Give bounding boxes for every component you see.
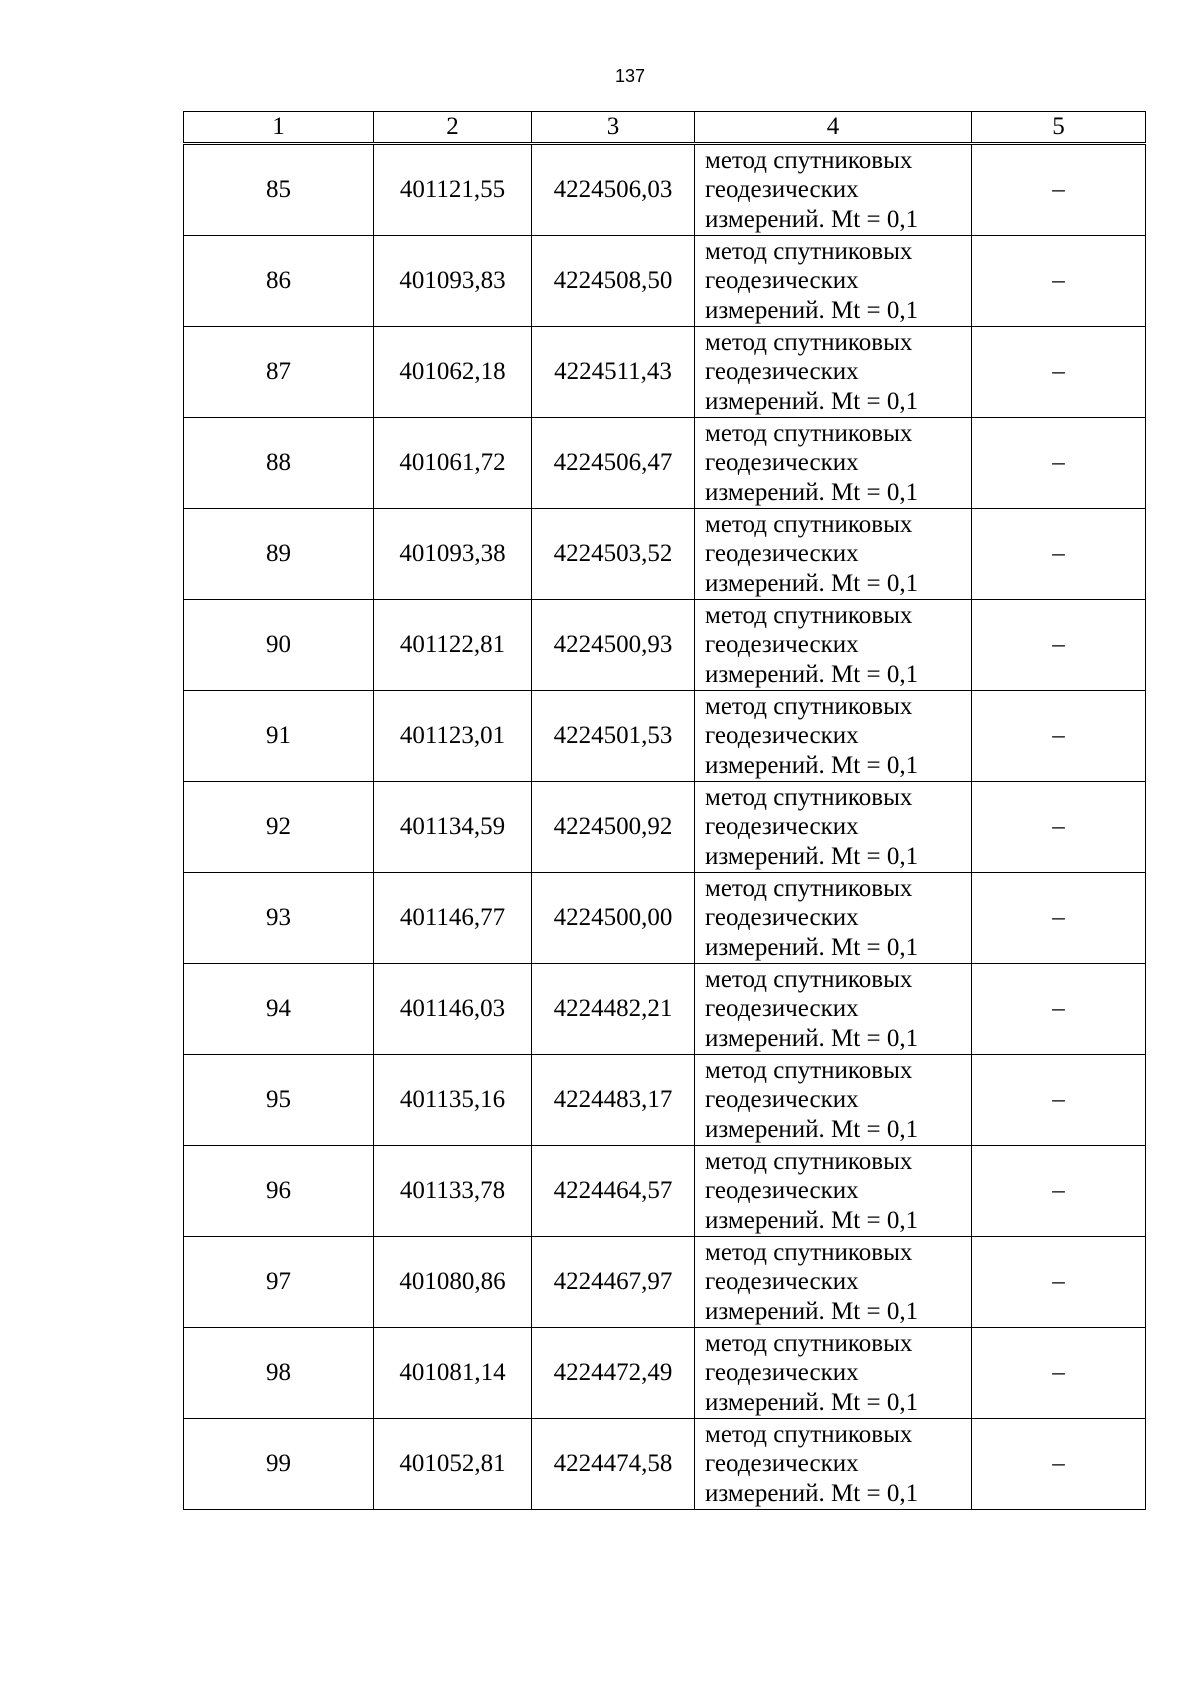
method-line: геодезических	[705, 1268, 859, 1296]
method-line: метод спутниковых	[705, 601, 913, 629]
method-line: измерений. Mt = 0,1	[705, 569, 919, 597]
note-cell: –	[972, 1237, 1146, 1328]
table-row	[184, 1237, 1146, 1328]
method-cell	[695, 782, 972, 873]
note-cell: –	[972, 691, 1146, 782]
method-cell	[695, 873, 972, 964]
x-coordinate-cell: 401093,83	[374, 236, 532, 327]
note-cell: –	[972, 1419, 1146, 1510]
y-coordinate-cell: 4224511,43	[532, 327, 695, 418]
method-line: измерений. Mt = 0,1	[705, 1297, 919, 1325]
method-line: измерений. Mt = 0,1	[705, 751, 919, 779]
method-line: метод спутниковых	[705, 419, 913, 447]
x-coordinate-cell: 401146,77	[374, 873, 532, 964]
method-line: измерений. Mt = 0,1	[705, 296, 919, 324]
method-line: геодезических	[705, 449, 859, 477]
y-coordinate-cell: 4224500,92	[532, 782, 695, 873]
method-line: метод спутниковых	[705, 510, 913, 538]
method-line: метод спутниковых	[705, 146, 913, 174]
table-row	[184, 509, 1146, 600]
method-line: измерений. Mt = 0,1	[705, 1479, 919, 1507]
point-number-cell: 98	[184, 1328, 374, 1419]
note-cell: –	[972, 236, 1146, 327]
method-line: геодезических	[705, 1177, 859, 1205]
table-row	[184, 418, 1146, 509]
x-coordinate-cell: 401061,72	[374, 418, 532, 509]
method-line: геодезических	[705, 722, 859, 750]
y-coordinate-cell: 4224503,52	[532, 509, 695, 600]
y-coordinate-cell: 4224467,97	[532, 1237, 695, 1328]
table-row	[184, 1419, 1146, 1510]
point-number-cell: 94	[184, 964, 374, 1055]
method-line: измерений. Mt = 0,1	[705, 205, 919, 233]
table-row	[184, 144, 1146, 236]
note-cell: –	[972, 509, 1146, 600]
x-coordinate-cell: 401134,59	[374, 782, 532, 873]
coordinates-table-container	[183, 111, 1145, 1510]
header-cell-1: 1	[184, 112, 374, 144]
y-coordinate-cell: 4224500,00	[532, 873, 695, 964]
table-row	[184, 873, 1146, 964]
table-row	[184, 964, 1146, 1055]
note-cell: –	[972, 600, 1146, 691]
y-coordinate-cell: 4224506,47	[532, 418, 695, 509]
method-cell	[695, 1055, 972, 1146]
header-cell-3: 3	[532, 112, 695, 144]
method-line: измерений. Mt = 0,1	[705, 387, 919, 415]
method-line: геодезических	[705, 1359, 859, 1387]
y-coordinate-cell: 4224482,21	[532, 964, 695, 1055]
table-row	[184, 1055, 1146, 1146]
table-row	[184, 236, 1146, 327]
method-line: измерений. Mt = 0,1	[705, 1206, 919, 1234]
y-coordinate-cell: 4224506,03	[532, 144, 695, 236]
method-cell	[695, 691, 972, 782]
header-cell-2: 2	[374, 112, 532, 144]
method-cell	[695, 509, 972, 600]
x-coordinate-cell: 401062,18	[374, 327, 532, 418]
note-cell: –	[972, 873, 1146, 964]
method-cell	[695, 600, 972, 691]
table-header	[184, 112, 1146, 144]
note-cell: –	[972, 418, 1146, 509]
method-cell	[695, 1237, 972, 1328]
method-line: метод спутниковых	[705, 692, 913, 720]
x-coordinate-cell: 401093,38	[374, 509, 532, 600]
method-line: геодезических	[705, 995, 859, 1023]
y-coordinate-cell: 4224501,53	[532, 691, 695, 782]
y-coordinate-cell: 4224508,50	[532, 236, 695, 327]
x-coordinate-cell: 401123,01	[374, 691, 532, 782]
point-number-cell: 93	[184, 873, 374, 964]
table-body	[184, 144, 1146, 1510]
point-number-cell: 95	[184, 1055, 374, 1146]
method-line: геодезических	[705, 904, 859, 932]
method-line: измерений. Mt = 0,1	[705, 478, 919, 506]
table-row	[184, 600, 1146, 691]
point-number-cell: 99	[184, 1419, 374, 1510]
method-cell	[695, 144, 972, 236]
method-line: метод спутниковых	[705, 237, 913, 265]
point-number-cell: 97	[184, 1237, 374, 1328]
method-line: измерений. Mt = 0,1	[705, 1024, 919, 1052]
y-coordinate-cell: 4224472,49	[532, 1328, 695, 1419]
point-number-cell: 90	[184, 600, 374, 691]
y-coordinate-cell: 4224483,17	[532, 1055, 695, 1146]
page-number: 137	[614, 66, 646, 86]
method-line: метод спутниковых	[705, 1420, 913, 1448]
point-number-cell: 92	[184, 782, 374, 873]
point-number-cell: 96	[184, 1146, 374, 1237]
method-cell	[695, 1328, 972, 1419]
x-coordinate-cell: 401146,03	[374, 964, 532, 1055]
header-row	[184, 112, 1146, 144]
method-line: измерений. Mt = 0,1	[705, 1115, 919, 1143]
y-coordinate-cell: 4224474,58	[532, 1419, 695, 1510]
method-cell	[695, 327, 972, 418]
method-line: метод спутниковых	[705, 1056, 913, 1084]
coordinates-table	[183, 111, 1146, 1510]
method-line: геодезических	[705, 176, 859, 204]
x-coordinate-cell: 401121,55	[374, 144, 532, 236]
method-line: геодезических	[705, 813, 859, 841]
point-number-cell: 86	[184, 236, 374, 327]
table-row	[184, 1146, 1146, 1237]
method-line: геодезических	[705, 540, 859, 568]
note-cell: –	[972, 782, 1146, 873]
method-line: метод спутниковых	[705, 965, 913, 993]
method-line: измерений. Mt = 0,1	[705, 660, 919, 688]
header-cell-4: 4	[695, 112, 972, 144]
method-line: геодезических	[705, 1450, 859, 1478]
method-line: геодезических	[705, 358, 859, 386]
method-cell	[695, 1146, 972, 1237]
point-number-cell: 91	[184, 691, 374, 782]
x-coordinate-cell: 401122,81	[374, 600, 532, 691]
note-cell: –	[972, 327, 1146, 418]
x-coordinate-cell: 401081,14	[374, 1328, 532, 1419]
x-coordinate-cell: 401135,16	[374, 1055, 532, 1146]
point-number-cell: 87	[184, 327, 374, 418]
x-coordinate-cell: 401133,78	[374, 1146, 532, 1237]
x-coordinate-cell: 401080,86	[374, 1237, 532, 1328]
y-coordinate-cell: 4224464,57	[532, 1146, 695, 1237]
table-row	[184, 782, 1146, 873]
y-coordinate-cell: 4224500,93	[532, 600, 695, 691]
table-row	[184, 1328, 1146, 1419]
method-cell	[695, 964, 972, 1055]
method-line: геодезических	[705, 1086, 859, 1114]
note-cell: –	[972, 1146, 1146, 1237]
method-cell	[695, 1419, 972, 1510]
method-cell	[695, 236, 972, 327]
method-line: метод спутниковых	[705, 1238, 913, 1266]
method-line: метод спутниковых	[705, 1147, 913, 1175]
point-number-cell: 89	[184, 509, 374, 600]
method-cell	[695, 418, 972, 509]
point-number-cell: 88	[184, 418, 374, 509]
method-line: метод спутниковых	[705, 783, 913, 811]
method-line: измерений. Mt = 0,1	[705, 842, 919, 870]
method-line: измерений. Mt = 0,1	[705, 1388, 919, 1416]
header-cell-5: 5	[972, 112, 1146, 144]
table-row	[184, 691, 1146, 782]
method-line: метод спутниковых	[705, 328, 913, 356]
table-row	[184, 327, 1146, 418]
note-cell: –	[972, 964, 1146, 1055]
method-line: измерений. Mt = 0,1	[705, 933, 919, 961]
method-line: геодезических	[705, 267, 859, 295]
note-cell: –	[972, 1055, 1146, 1146]
method-line: метод спутниковых	[705, 874, 913, 902]
method-line: метод спутниковых	[705, 1329, 913, 1357]
point-number-cell: 85	[184, 144, 374, 236]
note-cell: –	[972, 144, 1146, 236]
note-cell: –	[972, 1328, 1146, 1419]
method-line: геодезических	[705, 631, 859, 659]
x-coordinate-cell: 401052,81	[374, 1419, 532, 1510]
